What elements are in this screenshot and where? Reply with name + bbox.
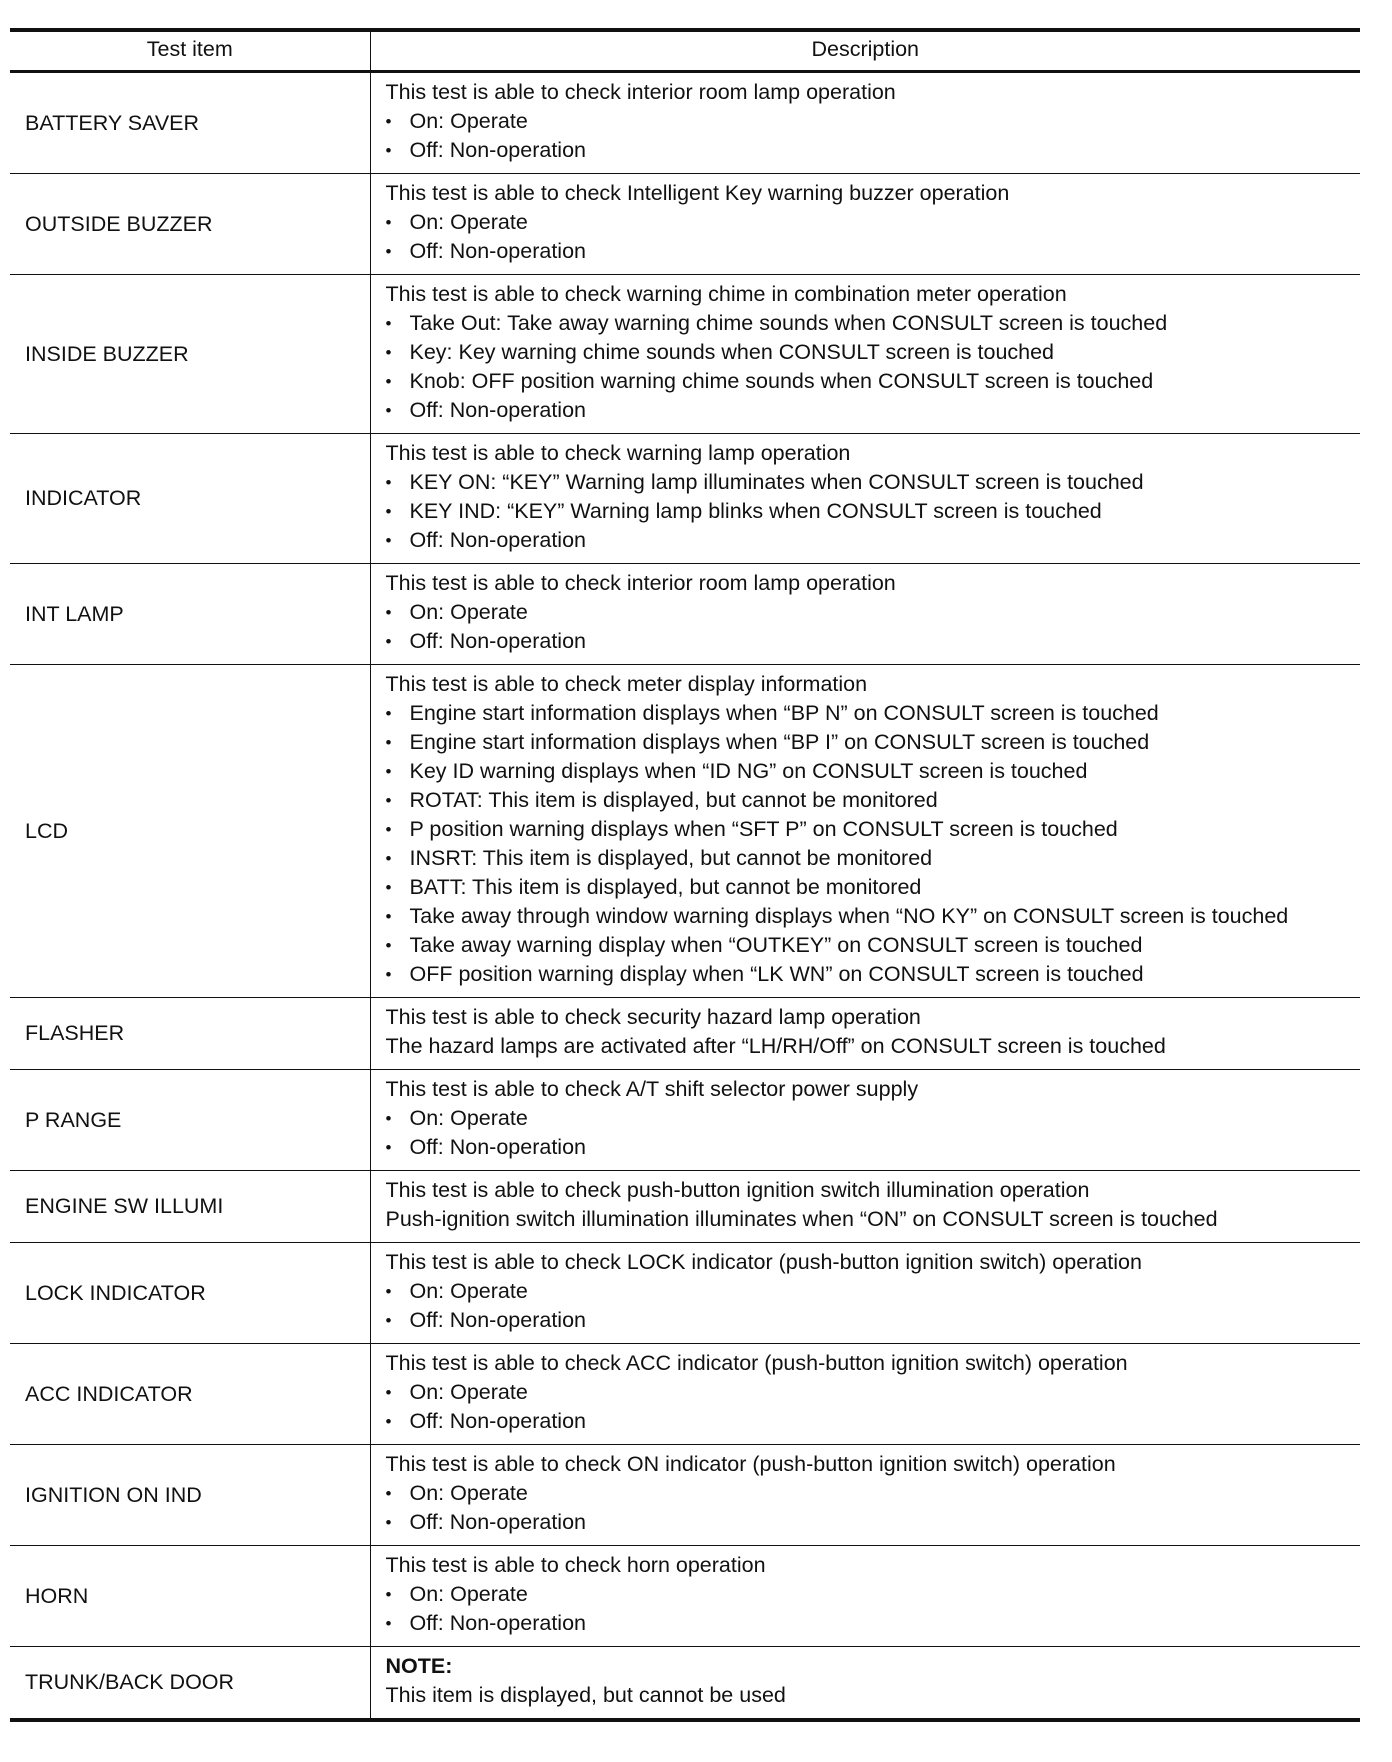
active-test-table bbox=[10, 28, 1360, 1722]
table-row bbox=[10, 1070, 1360, 1171]
bullet-item: • On: Operate bbox=[386, 1580, 1353, 1609]
test-item-cell: ENGINE SW ILLUMI bbox=[10, 1171, 370, 1243]
description-line: This test is able to check A/T shift selector power supply bbox=[385, 1077, 919, 1101]
table-row bbox=[10, 174, 1360, 275]
table-row bbox=[10, 72, 1360, 174]
bullet-item: • On: Operate bbox=[386, 1104, 1353, 1133]
bullet-list bbox=[386, 1378, 1353, 1436]
bullet-item: • KEY ON: “KEY” Warning lamp illuminates when CONSULT screen is touched bbox=[386, 468, 1353, 497]
description-line: This test is able to check ACC indicator (push-button ignition switch) operation bbox=[385, 1351, 1128, 1375]
bullet-list bbox=[386, 468, 1353, 555]
test-item-cell: INDICATOR bbox=[10, 434, 370, 564]
table-row bbox=[10, 665, 1360, 998]
bullet-item: • Take away warning display when “OUTKEY” on CONSULT screen is touched bbox=[386, 931, 1353, 960]
description-cell bbox=[370, 564, 1360, 665]
description-cell bbox=[370, 1171, 1360, 1243]
bullet-list bbox=[386, 208, 1353, 266]
bullet-item: • Off: Non-operation bbox=[386, 237, 1353, 266]
description-line: This test is able to check interior room lamp operation bbox=[385, 571, 896, 595]
description-cell bbox=[370, 1344, 1360, 1445]
table-row bbox=[10, 998, 1360, 1070]
test-item-cell: INT LAMP bbox=[10, 564, 370, 665]
table-row bbox=[10, 564, 1360, 665]
description-line: This test is able to check Intelligent Key warning buzzer operation bbox=[385, 181, 1010, 205]
bullet-list bbox=[386, 1580, 1353, 1638]
bullet-item: • Engine start information displays when “BP I” on CONSULT screen is touched bbox=[386, 728, 1353, 757]
description-line: This test is able to check interior room lamp operation bbox=[385, 80, 896, 104]
description-cell bbox=[370, 275, 1360, 434]
bullet-list bbox=[386, 309, 1353, 425]
description-cell bbox=[370, 998, 1360, 1070]
description-cell bbox=[370, 1243, 1360, 1344]
bullet-list bbox=[386, 598, 1353, 656]
active-test-table-container bbox=[10, 28, 1360, 1722]
description-cell bbox=[370, 72, 1360, 174]
test-item-cell: IGNITION ON IND bbox=[10, 1445, 370, 1546]
description-line: Push-ignition switch illumination illuminates when “ON” on CONSULT screen is touched bbox=[385, 1207, 1218, 1231]
test-item-cell: BATTERY SAVER bbox=[10, 72, 370, 174]
table-body bbox=[10, 72, 1360, 1721]
bullet-item: • Off: Non-operation bbox=[386, 396, 1353, 425]
bullet-item: • P position warning displays when “SFT P” on CONSULT screen is touched bbox=[386, 815, 1353, 844]
note-heading: NOTE: bbox=[385, 1654, 453, 1678]
bullet-item: • Off: Non-operation bbox=[386, 1133, 1353, 1162]
test-item-cell: LOCK INDICATOR bbox=[10, 1243, 370, 1344]
table-row bbox=[10, 1546, 1360, 1647]
bullet-item: • Take away through window warning displays when “NO KY” on CONSULT screen is touched bbox=[386, 902, 1353, 931]
bullet-item: • Key: Key warning chime sounds when CONSULT screen is touched bbox=[386, 338, 1353, 367]
description-cell bbox=[370, 1647, 1360, 1721]
table-row bbox=[10, 1171, 1360, 1243]
description-line: This test is able to check warning chime in combination meter operation bbox=[385, 282, 1067, 306]
bullet-item: • Off: Non-operation bbox=[386, 1508, 1353, 1537]
description-cell bbox=[370, 1070, 1360, 1171]
test-item-cell: FLASHER bbox=[10, 998, 370, 1070]
bullet-item: • On: Operate bbox=[386, 208, 1353, 237]
bullet-item: • Knob: OFF position warning chime sounds when CONSULT screen is touched bbox=[386, 367, 1353, 396]
description-cell bbox=[370, 434, 1360, 564]
description-line: This item is displayed, but cannot be used bbox=[385, 1683, 786, 1707]
bullet-item: • On: Operate bbox=[386, 1378, 1353, 1407]
description-cell bbox=[370, 1546, 1360, 1647]
bullet-item: • On: Operate bbox=[386, 107, 1353, 136]
test-item-cell: INSIDE BUZZER bbox=[10, 275, 370, 434]
bullet-item: • KEY IND: “KEY” Warning lamp blinks when CONSULT screen is touched bbox=[386, 497, 1353, 526]
test-item-cell: OUTSIDE BUZZER bbox=[10, 174, 370, 275]
description-line: This test is able to check LOCK indicator (push-button ignition switch) operation bbox=[385, 1250, 1142, 1274]
bullet-item: • Key ID warning displays when “ID NG” on CONSULT screen is touched bbox=[386, 757, 1353, 786]
test-item-cell: ACC INDICATOR bbox=[10, 1344, 370, 1445]
bullet-item: • On: Operate bbox=[386, 1277, 1353, 1306]
description-line: This test is able to check meter display information bbox=[385, 672, 868, 696]
bullet-list bbox=[386, 1277, 1353, 1335]
test-item-cell: LCD bbox=[10, 665, 370, 998]
bullet-item: • ROTAT: This item is displayed, but cannot be monitored bbox=[386, 786, 1353, 815]
bullet-item: • INSRT: This item is displayed, but cannot be monitored bbox=[386, 844, 1353, 873]
test-item-column-header: Test item bbox=[10, 30, 370, 72]
bullet-item: • On: Operate bbox=[386, 1479, 1353, 1508]
description-cell bbox=[370, 665, 1360, 998]
table-row bbox=[10, 434, 1360, 564]
test-item-cell: TRUNK/BACK DOOR bbox=[10, 1647, 370, 1721]
bullet-list bbox=[386, 1104, 1353, 1162]
description-cell bbox=[370, 174, 1360, 275]
description-line: This test is able to check horn operation bbox=[385, 1553, 766, 1577]
description-line: This test is able to check push-button ignition switch illumination operation bbox=[385, 1178, 1090, 1202]
table-row bbox=[10, 1243, 1360, 1344]
table-header bbox=[10, 30, 1360, 72]
bullet-item: • Off: Non-operation bbox=[386, 1609, 1353, 1638]
bullet-item: • Take Out: Take away warning chime sounds when CONSULT screen is touched bbox=[386, 309, 1353, 338]
bullet-item: • On: Operate bbox=[386, 598, 1353, 627]
test-item-cell: HORN bbox=[10, 1546, 370, 1647]
bullet-item: • Off: Non-operation bbox=[386, 136, 1353, 165]
bullet-list bbox=[386, 699, 1353, 989]
description-line: This test is able to check security hazard lamp operation bbox=[385, 1005, 921, 1029]
bullet-item: • OFF position warning display when “LK WN” on CONSULT screen is touched bbox=[386, 960, 1353, 989]
table-row bbox=[10, 1445, 1360, 1546]
table-row bbox=[10, 1344, 1360, 1445]
description-line: The hazard lamps are activated after “LH/RH/Off” on CONSULT screen is touched bbox=[385, 1034, 1166, 1058]
table-row bbox=[10, 1647, 1360, 1721]
bullet-list bbox=[386, 1479, 1353, 1537]
bullet-item: • Off: Non-operation bbox=[386, 526, 1353, 555]
bullet-item: • Off: Non-operation bbox=[386, 1407, 1353, 1436]
header-row bbox=[10, 30, 1360, 72]
bullet-item: • Off: Non-operation bbox=[386, 1306, 1353, 1335]
bullet-item: • BATT: This item is displayed, but cannot be monitored bbox=[386, 873, 1353, 902]
description-column-header: Description bbox=[370, 30, 1360, 72]
test-item-cell: P RANGE bbox=[10, 1070, 370, 1171]
bullet-item: • Engine start information displays when “BP N” on CONSULT screen is touched bbox=[386, 699, 1353, 728]
description-cell bbox=[370, 1445, 1360, 1546]
bullet-item: • Off: Non-operation bbox=[386, 627, 1353, 656]
bullet-list bbox=[386, 107, 1353, 165]
table-row bbox=[10, 275, 1360, 434]
description-line: This test is able to check warning lamp operation bbox=[385, 441, 851, 465]
description-line: This test is able to check ON indicator (push-button ignition switch) operation bbox=[385, 1452, 1116, 1476]
